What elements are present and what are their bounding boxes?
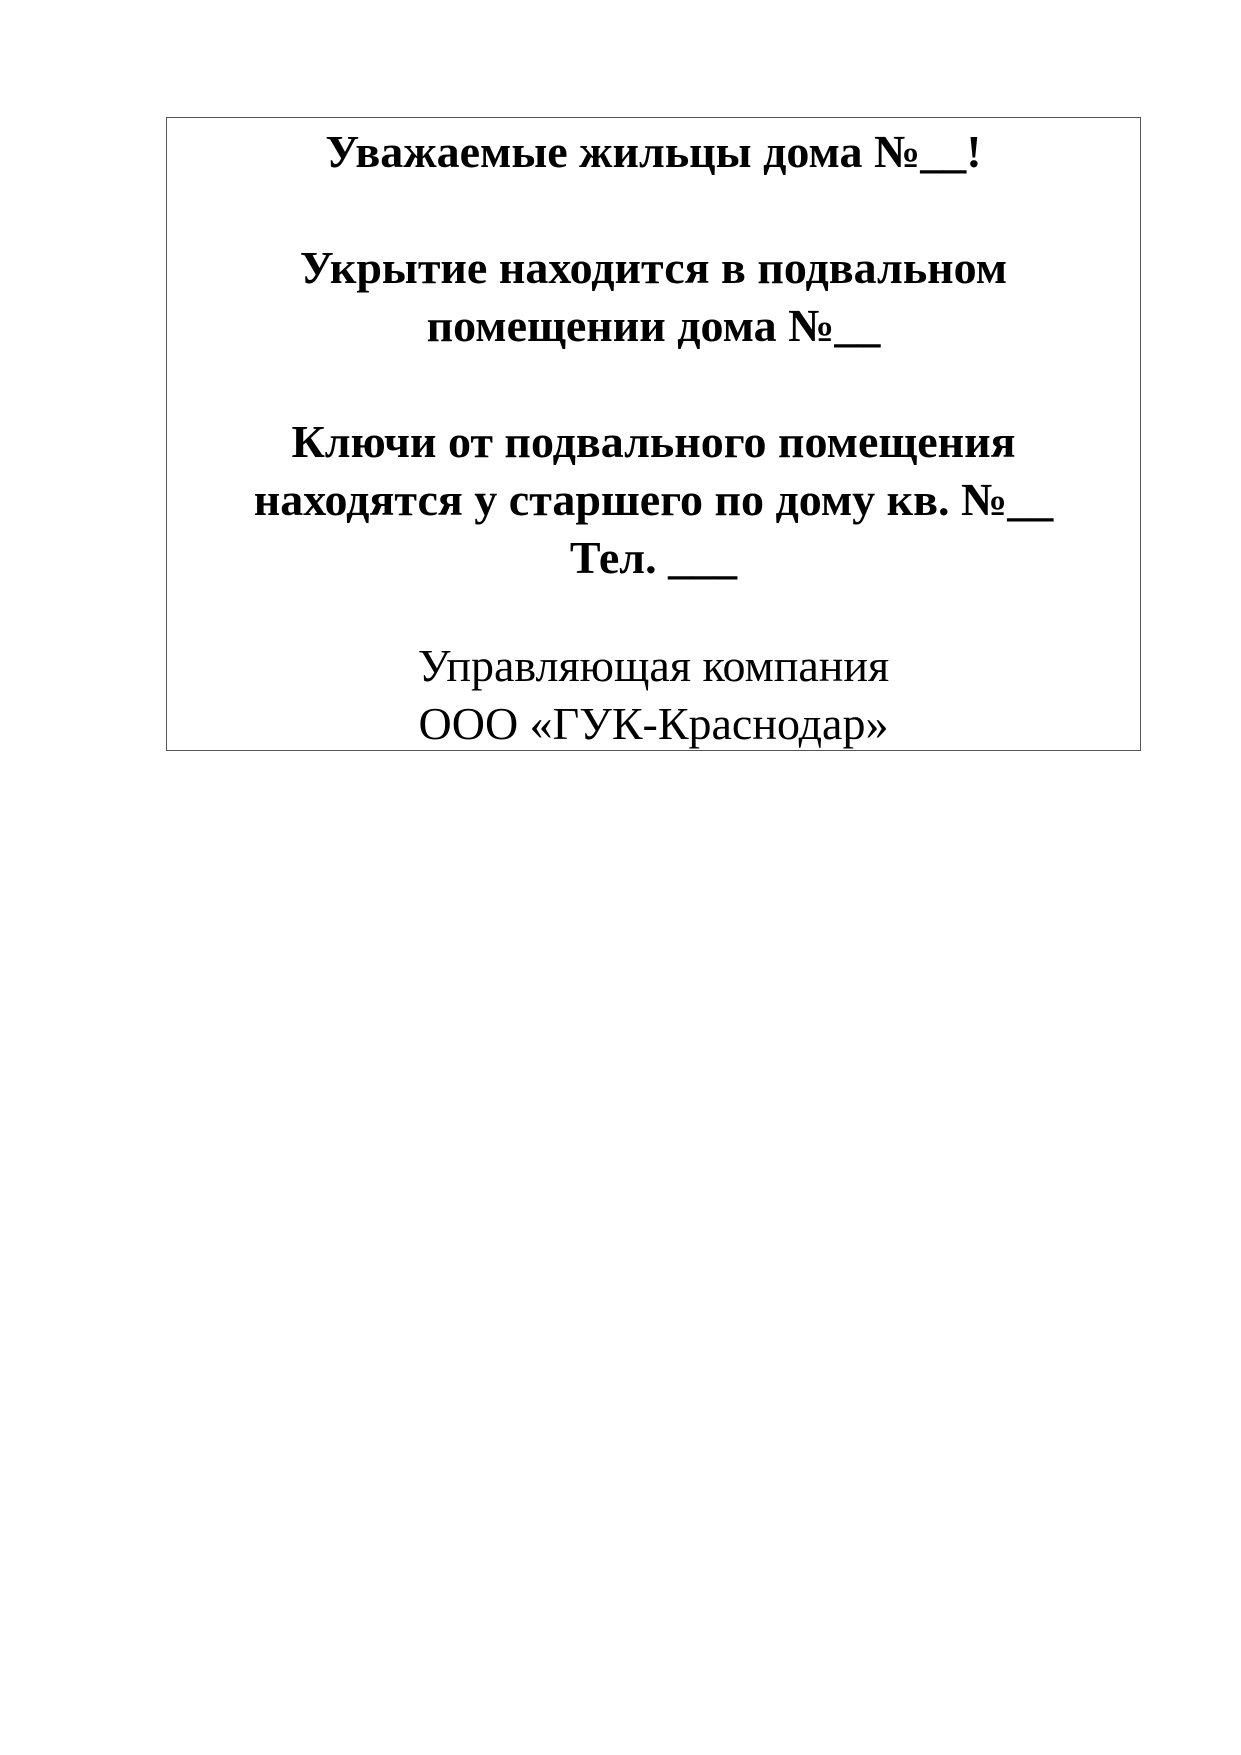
company-name: ООО «ГУК-Краснодар» xyxy=(418,698,889,749)
greeting-heading: Уважаемые жильцы дома №__! xyxy=(325,126,982,177)
shelter-location-line-2: помещении дома №__ xyxy=(426,300,881,351)
shelter-location-line-1: Укрытие находится в подвальном xyxy=(299,242,1008,293)
notice-box xyxy=(166,117,1141,751)
phone-line: Тел. ___ xyxy=(569,532,738,583)
company-label: Управляющая компания xyxy=(417,640,890,691)
keys-location-line-1: Ключи от подвального помещения xyxy=(291,416,1016,467)
keys-location-line-2: находятся у старшего по дому кв. №__ xyxy=(253,474,1054,525)
